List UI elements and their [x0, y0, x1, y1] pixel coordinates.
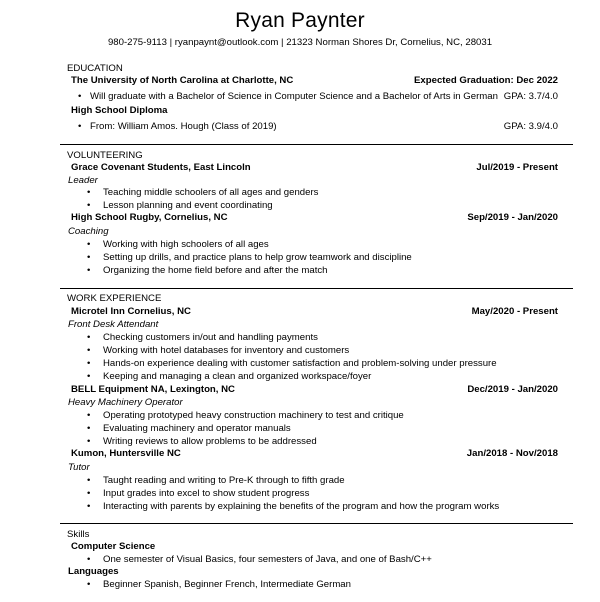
work-entry	[71, 447, 558, 461]
contact-line: 980-275-9113 | ryanpaynt@outlook.com | 21323 Norman Shores Dr, Cornelius, NC, 28031	[107, 37, 493, 48]
list-item: • Writing reviews to allow problems to be addressed	[103, 435, 558, 448]
education-detail: Will graduate with a Bachelor of Science in Computer Science and a Bachelor of Arts in German	[90, 91, 498, 102]
resume-name: Ryan Paynter	[235, 9, 365, 32]
skills-entry	[71, 540, 558, 554]
work-date: Dec/2019 - Jan/2020	[467, 384, 558, 395]
list-item: • One semester of Visual Basics, four semesters of Java, and one of Bash/C++	[103, 553, 558, 566]
skills-category: Languages	[68, 566, 119, 577]
list-item: • Setting up drills, and practice plans to help grow teamwork and discipline	[103, 251, 558, 264]
section-divider	[60, 523, 573, 524]
work-employer: BELL Equipment NA, Lexington, NC	[71, 384, 235, 395]
volunteering-heading: VOLUNTEERING	[67, 150, 143, 161]
list-item: • Working with high schoolers of all ages	[103, 238, 558, 251]
education-bullet	[90, 120, 558, 133]
list-item: • Checking customers in/out and handling payments	[103, 331, 558, 344]
work-entry	[71, 305, 558, 319]
volunteering-org: High School Rugby, Cornelius, NC	[71, 212, 228, 223]
work-date: May/2020 - Present	[471, 306, 558, 317]
list-item: • Taught reading and writing to Pre-K through to fifth grade	[103, 474, 558, 487]
work-employer: Microtel Inn Cornelius, NC	[71, 306, 191, 317]
volunteering-entry	[71, 211, 558, 225]
list-item: • Lesson planning and event coordinating	[103, 199, 558, 212]
list-item: • Evaluating machinery and operator manuals	[103, 422, 558, 435]
skills-category: Computer Science	[71, 541, 156, 552]
education-date: Expected Graduation: Dec 2022	[414, 75, 558, 86]
education-detail: From: William Amos. Hough (Class of 2019)	[90, 121, 277, 132]
education-entry-uncc	[71, 74, 558, 88]
volunteering-entry	[71, 161, 558, 175]
list-item: • Operating prototyped heavy construction machinery to test and critique	[103, 409, 558, 422]
education-heading: EDUCATION	[67, 63, 123, 74]
education-gpa: GPA: 3.9/4.0	[503, 121, 558, 132]
work-role: Front Desk Attendant	[68, 319, 159, 330]
work-role: Heavy Machinery Operator	[68, 397, 183, 408]
section-divider	[60, 144, 573, 145]
list-item: • Interacting with parents by explaining the benefits of the program and how the program works	[103, 500, 558, 513]
work-role: Tutor	[68, 462, 90, 473]
education-school: The University of North Carolina at Charlotte, NC	[71, 75, 294, 86]
volunteering-date: Sep/2019 - Jan/2020	[467, 212, 558, 223]
education-entry-hs	[71, 104, 558, 118]
skills-heading: Skills	[67, 529, 90, 540]
list-item: • Organizing the home field before and after the match	[103, 264, 558, 277]
work-heading: WORK EXPERIENCE	[67, 293, 162, 304]
education-gpa: GPA: 3.7/4.0	[503, 91, 558, 102]
education-school: High School Diploma	[71, 105, 168, 116]
skills-entry	[68, 565, 558, 579]
volunteering-date: Jul/2019 - Present	[476, 162, 558, 173]
work-date: Jan/2018 - Nov/2018	[466, 448, 558, 459]
list-item: • Keeping and managing a clean and organized workspace/foyer	[103, 370, 558, 383]
section-divider	[60, 288, 573, 289]
volunteering-org: Grace Covenant Students, East Lincoln	[71, 162, 251, 173]
list-item: • Input grades into excel to show student progress	[103, 487, 558, 500]
work-entry	[71, 383, 558, 397]
list-item: • Working with hotel databases for inventory and customers	[103, 344, 558, 357]
list-item: • Beginner Spanish, Beginner French, Intermediate German	[103, 578, 558, 591]
education-bullet	[90, 90, 558, 103]
list-item: • Hands-on experience dealing with customer satisfaction and problem-solving under pressure	[103, 357, 558, 370]
volunteering-role: Coaching	[68, 226, 109, 237]
work-employer: Kumon, Huntersville NC	[71, 448, 181, 459]
volunteering-role: Leader	[68, 175, 98, 186]
list-item: • Teaching middle schoolers of all ages and genders	[103, 186, 558, 199]
